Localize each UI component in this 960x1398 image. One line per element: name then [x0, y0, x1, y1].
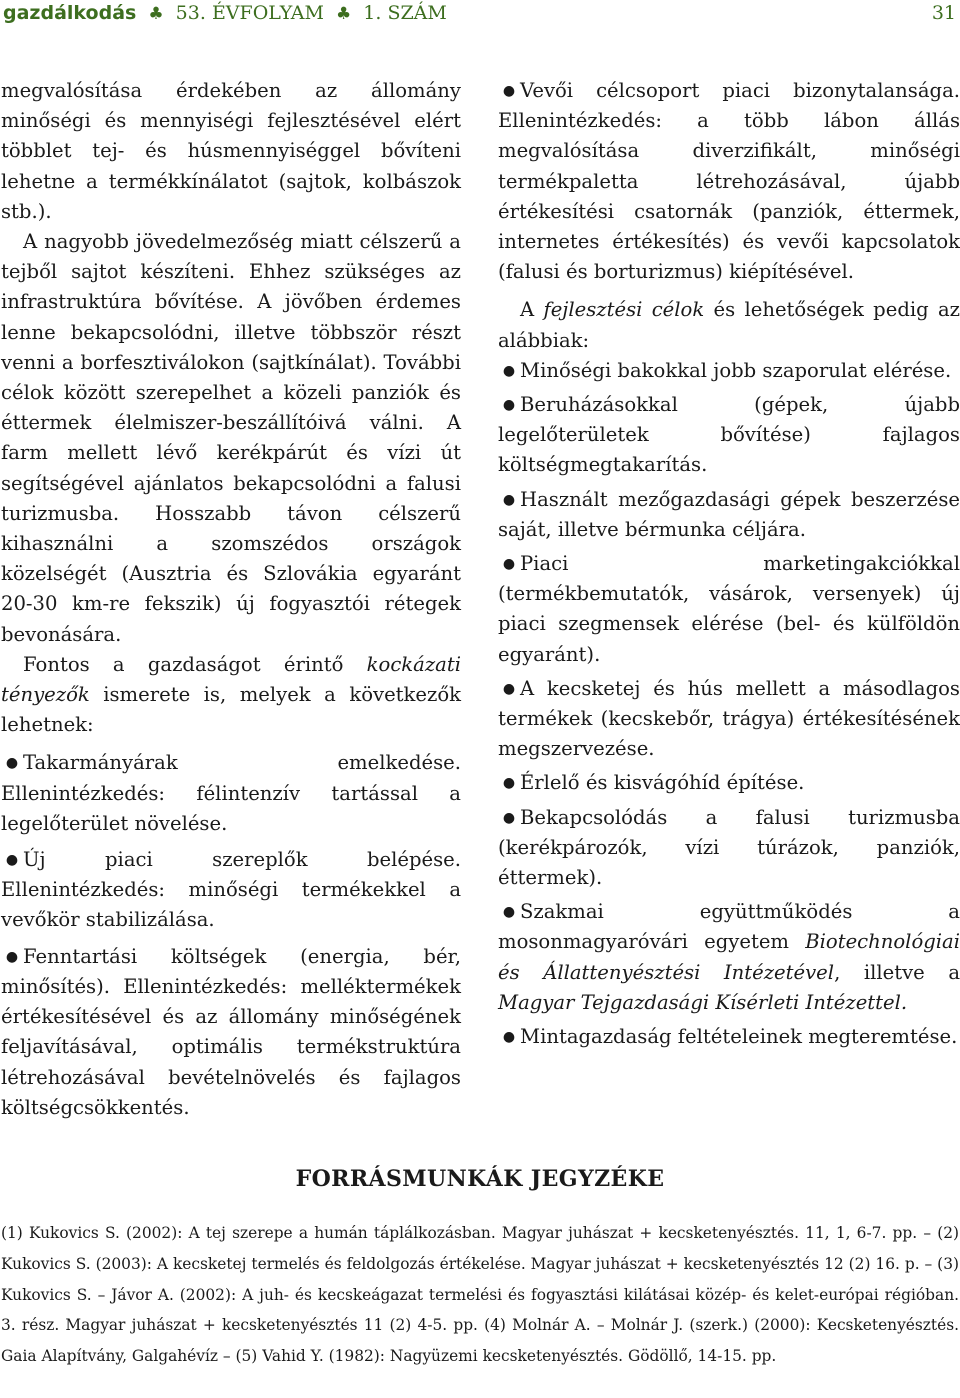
- volume-number: 53.: [175, 2, 206, 24]
- bullet-dot-icon: ●: [502, 362, 516, 379]
- club-suit-icon: ♣: [335, 4, 352, 24]
- development-goals-list: [498, 356, 960, 1052]
- list-item: ● Fenntartási költségek (energia, bér, minősítés). Ellenintézkedés: melléktermékek értékesítésével és az állomány minőségének feljavításával, optimális termékstruktúra létrehozásával bevételnövelés és fajlagos költségcsökkentés.: [1, 942, 461, 1123]
- bullet-dot-icon: ●: [502, 491, 516, 508]
- club-suit-icon: ♣: [148, 4, 164, 24]
- issue-number: 1.: [363, 2, 382, 24]
- page-number: 31: [931, 2, 956, 24]
- paragraph: Fontos a gazdaságot érintő kockázati tényezők ismerete is, melyek a következők lehetnek:: [1, 652, 461, 737]
- list-item: ● Beruházásokkal (gépek, újabb legelőterületek bővítése) fajlagos költségmegtakarítás.: [498, 390, 960, 481]
- paragraph: A nagyobb jövedelmezőség miatt célszerű a tejből sajtot készíteni. Ehhez szükséges az infrastruktúra bővítése. A jövőben érdemes lenne bekapcsolódni, illetve többször részt venni a borfesztiválokon (sajtkínálat). További célok között szerepelhet a közeli panziók és éttermek élelmiszer-beszállítóivá válni. A farm mellett lévő kerékpárút és vízi út segítségével ajánlatos bekapcsolódni a falusi turizmusba. Hosszabb távon célszerű kihasználni a szomszédos országok közelségét (Ausztria és Szlovákia egyaránt 20-30 km-re fekszik) új fogyasztói rétegek bevonására.: [1, 230, 461, 646]
- list-item: ● Vevői célcsoport piaci bizonytalansága. Ellenintézkedés: a több lábon állás megvalósítása diverzifikált, minőségi termékpaletta létrehozásával, újabb értékesítési csatornák (panziók, éttermek, internetes értékesítés) és vevői kapcsolatok (falusi és borturizmus) kiépítésével.: [498, 76, 960, 287]
- list-item: ● Használt mezőgazdasági gépek beszerzése saját, illetve bérmunka céljára.: [498, 485, 960, 545]
- list-item: ● Piaci marketingakciókkal (termékbemutatók, vásárok, versenyek) új piaci szegmensek elérése (bel- és külföldön egyaránt).: [498, 549, 960, 670]
- left-column: [1, 76, 461, 1123]
- list-item: ● Érlelő és kisvágóhíd építése.: [498, 768, 960, 798]
- bullet-dot-icon: ●: [502, 775, 516, 792]
- issue-label: SZÁM: [387, 2, 447, 24]
- list-item: ● Új piaci szereplők belépése. Ellenintézkedés: minőségi termékekkel a vevőkör stabilizálása.: [1, 845, 461, 936]
- risk-factor-list: [1, 748, 461, 1122]
- bullet-dot-icon: ●: [502, 904, 516, 921]
- running-header: [3, 2, 956, 36]
- list-item: ● Mintagazdaság feltételeinek megteremtése.: [498, 1022, 960, 1052]
- bullet-dot-icon: ●: [5, 852, 19, 869]
- references-heading: FORRÁSMUNKÁK JEGYZÉKE: [295, 1166, 665, 1192]
- bullet-dot-icon: ●: [5, 948, 19, 965]
- paragraph: A fejlesztési célok és lehetőségek pedig az alábbiak:: [498, 298, 960, 352]
- list-item: ● Takarmányárak emelkedése. Ellenintézkedés: félintenzív tartással a legelőterület növelése.: [1, 748, 461, 839]
- italic-term: kockázati tényezők: [1, 652, 461, 707]
- bullet-dot-icon: ●: [5, 755, 19, 772]
- bullet-dot-icon: ●: [502, 83, 516, 99]
- paragraph: megvalósítása érdekében az állomány minőségi és mennyiségi fejlesztésével elért többlet tej- és húsmennyiséggel bővíteni lehetne a termékkínálatot (sajtok, kolbászok stb.).: [1, 79, 461, 223]
- risk-factor-list-continued: [498, 76, 960, 287]
- references-text: (1) Kukovics S. (2002): A tej szerepe a humán táplálkozásban. Magyar juhászat + kecsketenyésztés. 11, 1, 6-7. pp. – (2) Kukovics S. (2003): A kecsketej termelés és feldolgozás értékelése. Magyar juhászat + kecsketenyésztés 12 (2) 16. p. – (3) Kukovics S. – Jávor A. (2002): A juh- és kecskeágazat termelési és fogyasztási kilátásai közép- és kelet-európai régióban. 3. rész. Magyar juhászat + kecsketenyésztés 11 (2) 4-5. pp. (4) Molnár A. – Molnár J. (szerk.) (2000): Kecsketenyésztés. Gaia Alapítvány, Galgahévíz – (5) Vahid Y. (1982): Nagyüzemi kecsketenyésztés. Gödöllő, 14-15. pp.: [1, 1224, 959, 1366]
- bullet-dot-icon: ●: [502, 556, 516, 573]
- list-item: ● Minőségi bakokkal jobb szaporulat elérése.: [498, 356, 960, 386]
- bullet-dot-icon: ●: [502, 397, 516, 414]
- bullet-dot-icon: ●: [502, 809, 516, 826]
- list-item: ● Szakmai együttműködés a mosonmagyaróvári egyetem Biotechnológiai és Állattenyésztési Intézetével, illetve a Magyar Tejgazdasági Kísérleti Intézettel.: [498, 897, 960, 1018]
- journal-title: gazdálkodás: [3, 2, 137, 24]
- bullet-dot-icon: ●: [502, 680, 516, 697]
- italic-term: fejlesztési célok: [543, 298, 705, 322]
- right-column: [498, 76, 960, 1052]
- list-item: ● A kecsketej és hús mellett a másodlagos termékek (kecskebőr, trágya) értékesítésének megszervezése.: [498, 674, 960, 765]
- list-item: ● Bekapcsolódás a falusi turizmusba (kerékpározók, vízi túrázok, panziók, éttermek).: [498, 803, 960, 894]
- header-left: [3, 2, 447, 24]
- volume-label: ÉVFOLYAM: [211, 2, 324, 24]
- bullet-dot-icon: ●: [502, 1029, 516, 1046]
